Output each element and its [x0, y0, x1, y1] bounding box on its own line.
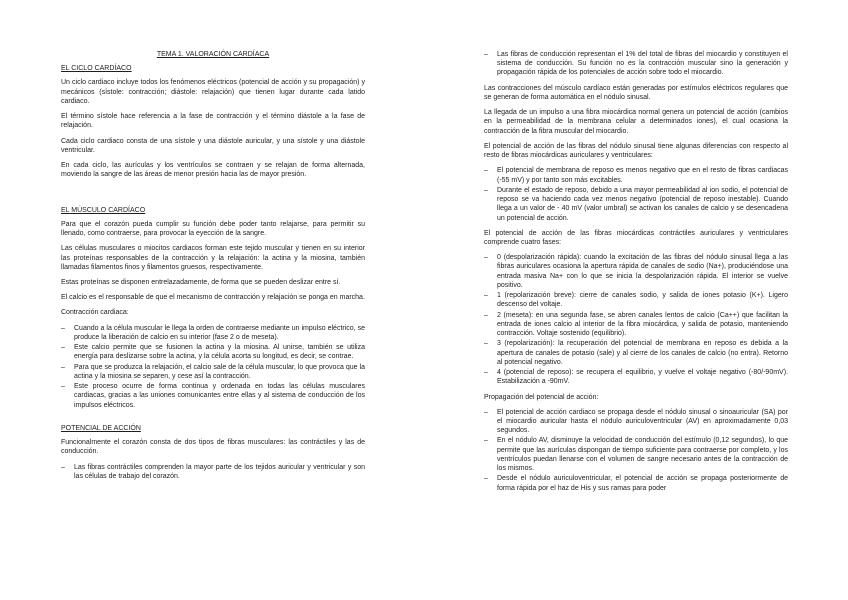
paragraph: Un ciclo cardiaco incluye todos los fenómenos eléctricos (potencial de acción y su propagación) y mecánicos (sístole: contracción; diástole: relajación) que tienen lugar durante cada latido cardiaco. — [61, 79, 365, 105]
paragraph: En cada ciclo, las aurículas y los ventrículos se contraen y se relajan de forma alternada, moviendo la sangre de las áreas de menor presión hacia las de mayor presión. — [61, 162, 365, 179]
list-item: – 3 (repolarización): la recuperación del potencial de membrana en reposo es debida a la apertura de canales de potasio (sale) y al cierre de los canales de calcio (no entra). Retorno al potencial negativo. — [484, 339, 788, 367]
paragraph: El calcio es el responsable de que el mecanismo de contracción y relajación se ponga en marcha. — [61, 294, 365, 302]
document-title: TEMA 1. VALORACIÓN CARDÍACA — [156, 51, 270, 58]
subheading-propagacion: Propagación del potencial de acción: — [484, 393, 599, 401]
bullet-list-nodulo-sinusal — [484, 166, 788, 222]
list-item: – En el nódulo AV, disminuye la velocidad de conducción del estímulo (0,12 segundos), lo que permite que las aurículas dispongan de tiempo suficiente para contraerse por completo, y los ventrículos puedan llenarse con el volumen de sangre necesario antes de la contracción de los mismos. — [484, 436, 788, 473]
list-item: – 2 (meseta): en una segunda fase, se abren canales lentos de calcio (Ca++) que facilitan la entrada de iones calcio al interior de la fibra miocárdica, y salida de potasio, manteniendo contracción. Voltaje sostenido (equilibrio). — [484, 311, 788, 339]
paragraph: Estas proteínas se disponen entrelazadamente, de forma que se pueden deslizar entre sí. — [61, 278, 341, 286]
paragraph: Cada ciclo cardiaco consta de una sístole y una diástole auricular, y una sístole y una diástole ventricular. — [61, 137, 365, 154]
bullet-list-fibras-conduccion — [484, 50, 788, 78]
list-item: – Este calcio permite que se fusionen la actina y la miosina. Al unirse, también se utiliza energía para deslizarse sobre la actina, y la célula acorta su longitud, es decir, se contrae. — [61, 343, 365, 361]
paragraph: Funcionalmente el corazón consta de dos tipos de fibras musculares: las contráctiles y las de conducción. — [61, 439, 365, 456]
paragraph: El potencial de acción de las fibras miocárdicas contráctiles auriculares y ventriculares comprende cuatro fases: — [484, 229, 788, 246]
list-item: – 4 (potencial de reposo): se recupera el equilibrio, y vuelve el voltaje negativo (-80/-90mV). Estabilización a -90mV. — [484, 368, 788, 386]
paragraph: El término sístole hace referencia a la fase de contracción y el término diástole a la fase de relajación. — [61, 113, 365, 130]
bullet-list-fases — [484, 253, 788, 386]
right-column — [484, 50, 788, 499]
bullet-list-fibras — [61, 463, 365, 481]
list-item: – El potencial de membrana de reposo es menos negativo que en el resto de fibras cardiacas (-55 mV) y por tanto son más excitables. — [484, 166, 788, 184]
heading-ciclo-cardiaco: EL CICLO CARDÍACO — [61, 65, 132, 73]
paragraph: Las células musculares o miocitos cardiacos forman este tejido muscular y tienen en su interior las proteínas responsables de la contracción y la relajación: la actina y la miosina, también llamadas filamentos finos y filamentos gruesos, respectivamente. — [61, 245, 365, 271]
list-item: – Las fibras de conducción representan el 1% del total de fibras del miocardio y constituyen el sistema de conducción. Su función no es la contracción muscular sino la generación y propagación rápida de los potenciales de acción sobre todo el miocardio. — [484, 50, 788, 78]
heading-potencial-accion: POTENCIAL DE ACCIÓN — [61, 424, 141, 432]
list-item: – Durante el estado de reposo, debido a una mayor permeabilidad al ion sodio, el potencial de reposo se va haciendo cada vez menos negativo (potencial de reposo inestable). Cuando llega a un valor de - 40 mV (valor umbral) se activan los canales de calcio y se desencadena un potencial de acción. — [484, 186, 788, 223]
left-column — [61, 50, 365, 487]
list-item: – Desde el nódulo auriculoventricular, el potencial de acción se propaga posteriormente de forma rápida por el haz de His y sus ramas para poder — [484, 474, 788, 492]
list-item: – Cuando a la célula muscular le llega la orden de contraerse mediante un impulso eléctrico, se produce la liberación de calcio en su interior (fase 2 o de meseta). — [61, 324, 365, 342]
paragraph: La llegada de un impulso a una fibra miocárdica normal genera un potencial de acción (cambios en la permeabilidad de la membrana celular a determinados iones), el cual ocasiona la contracción de la fibra muscular del miocardio. — [484, 109, 788, 135]
bullet-list-propagacion — [484, 408, 788, 493]
paragraph: El potencial de acción de las fibras del nódulo sinusal tiene algunas diferencias con respecto al resto de fibras miocárdicas auriculares y ventriculares: — [484, 142, 788, 160]
list-item: – 0 (despolarización rápida): cuando la excitación de las fibras del nódulo sinusal llega a las fibras auriculares ocasiona la apertura rápida de canales de sodio (Na+), produciéndose una entrada masiva Na+ con lo que se inicia la despolarización rápida. El interior se vuelve positivo. — [484, 253, 788, 290]
list-item: – 1 (repolarización breve): cierre de canales sodio, y salida de iones potasio (K+). Ligero descenso del voltaje. — [484, 291, 788, 309]
list-item: – Para que se produzca la relajación, el calcio sale de la célula muscular, lo que provoca que la actina y la miosina se separen, y cese así la contracción. — [61, 363, 365, 381]
heading-musculo-cardiaco: EL MÚSCULO CARDÍACO — [61, 206, 146, 214]
bullet-list-contraccion — [61, 324, 365, 410]
paragraph: Las contracciones del músculo cardíaco están generadas por estímulos eléctricos regulares que se generan de forma automática en el nódulo sinusal. — [484, 84, 788, 101]
paragraph: Para que el corazón pueda cumplir su función debe poder tanto relajarse, para permitir su llenado, como contraerse, para provocar la eyección de la sangre. — [61, 220, 365, 238]
subheading-contraccion: Contracción cardiaca: — [61, 309, 129, 317]
list-item: – Las fibras contráctiles comprenden la mayor parte de los tejidos auricular y ventricular y son las células de trabajo del corazón. — [61, 463, 365, 481]
list-item: – Este proceso ocurre de forma continua y ordenada en todas las células musculares cardiacas, gracias a las uniones comunicantes entre ellas y al sistema de conducción de los impulsos eléctricos. — [61, 382, 365, 410]
list-item: – El potencial de acción cardiaco se propaga desde el nódulo sinusal o sinoauricular (SA) por el miocardio auricular hasta el nódulo auriculoventricular (AV) en aproximadamente 0,03 segundos. — [484, 408, 788, 436]
